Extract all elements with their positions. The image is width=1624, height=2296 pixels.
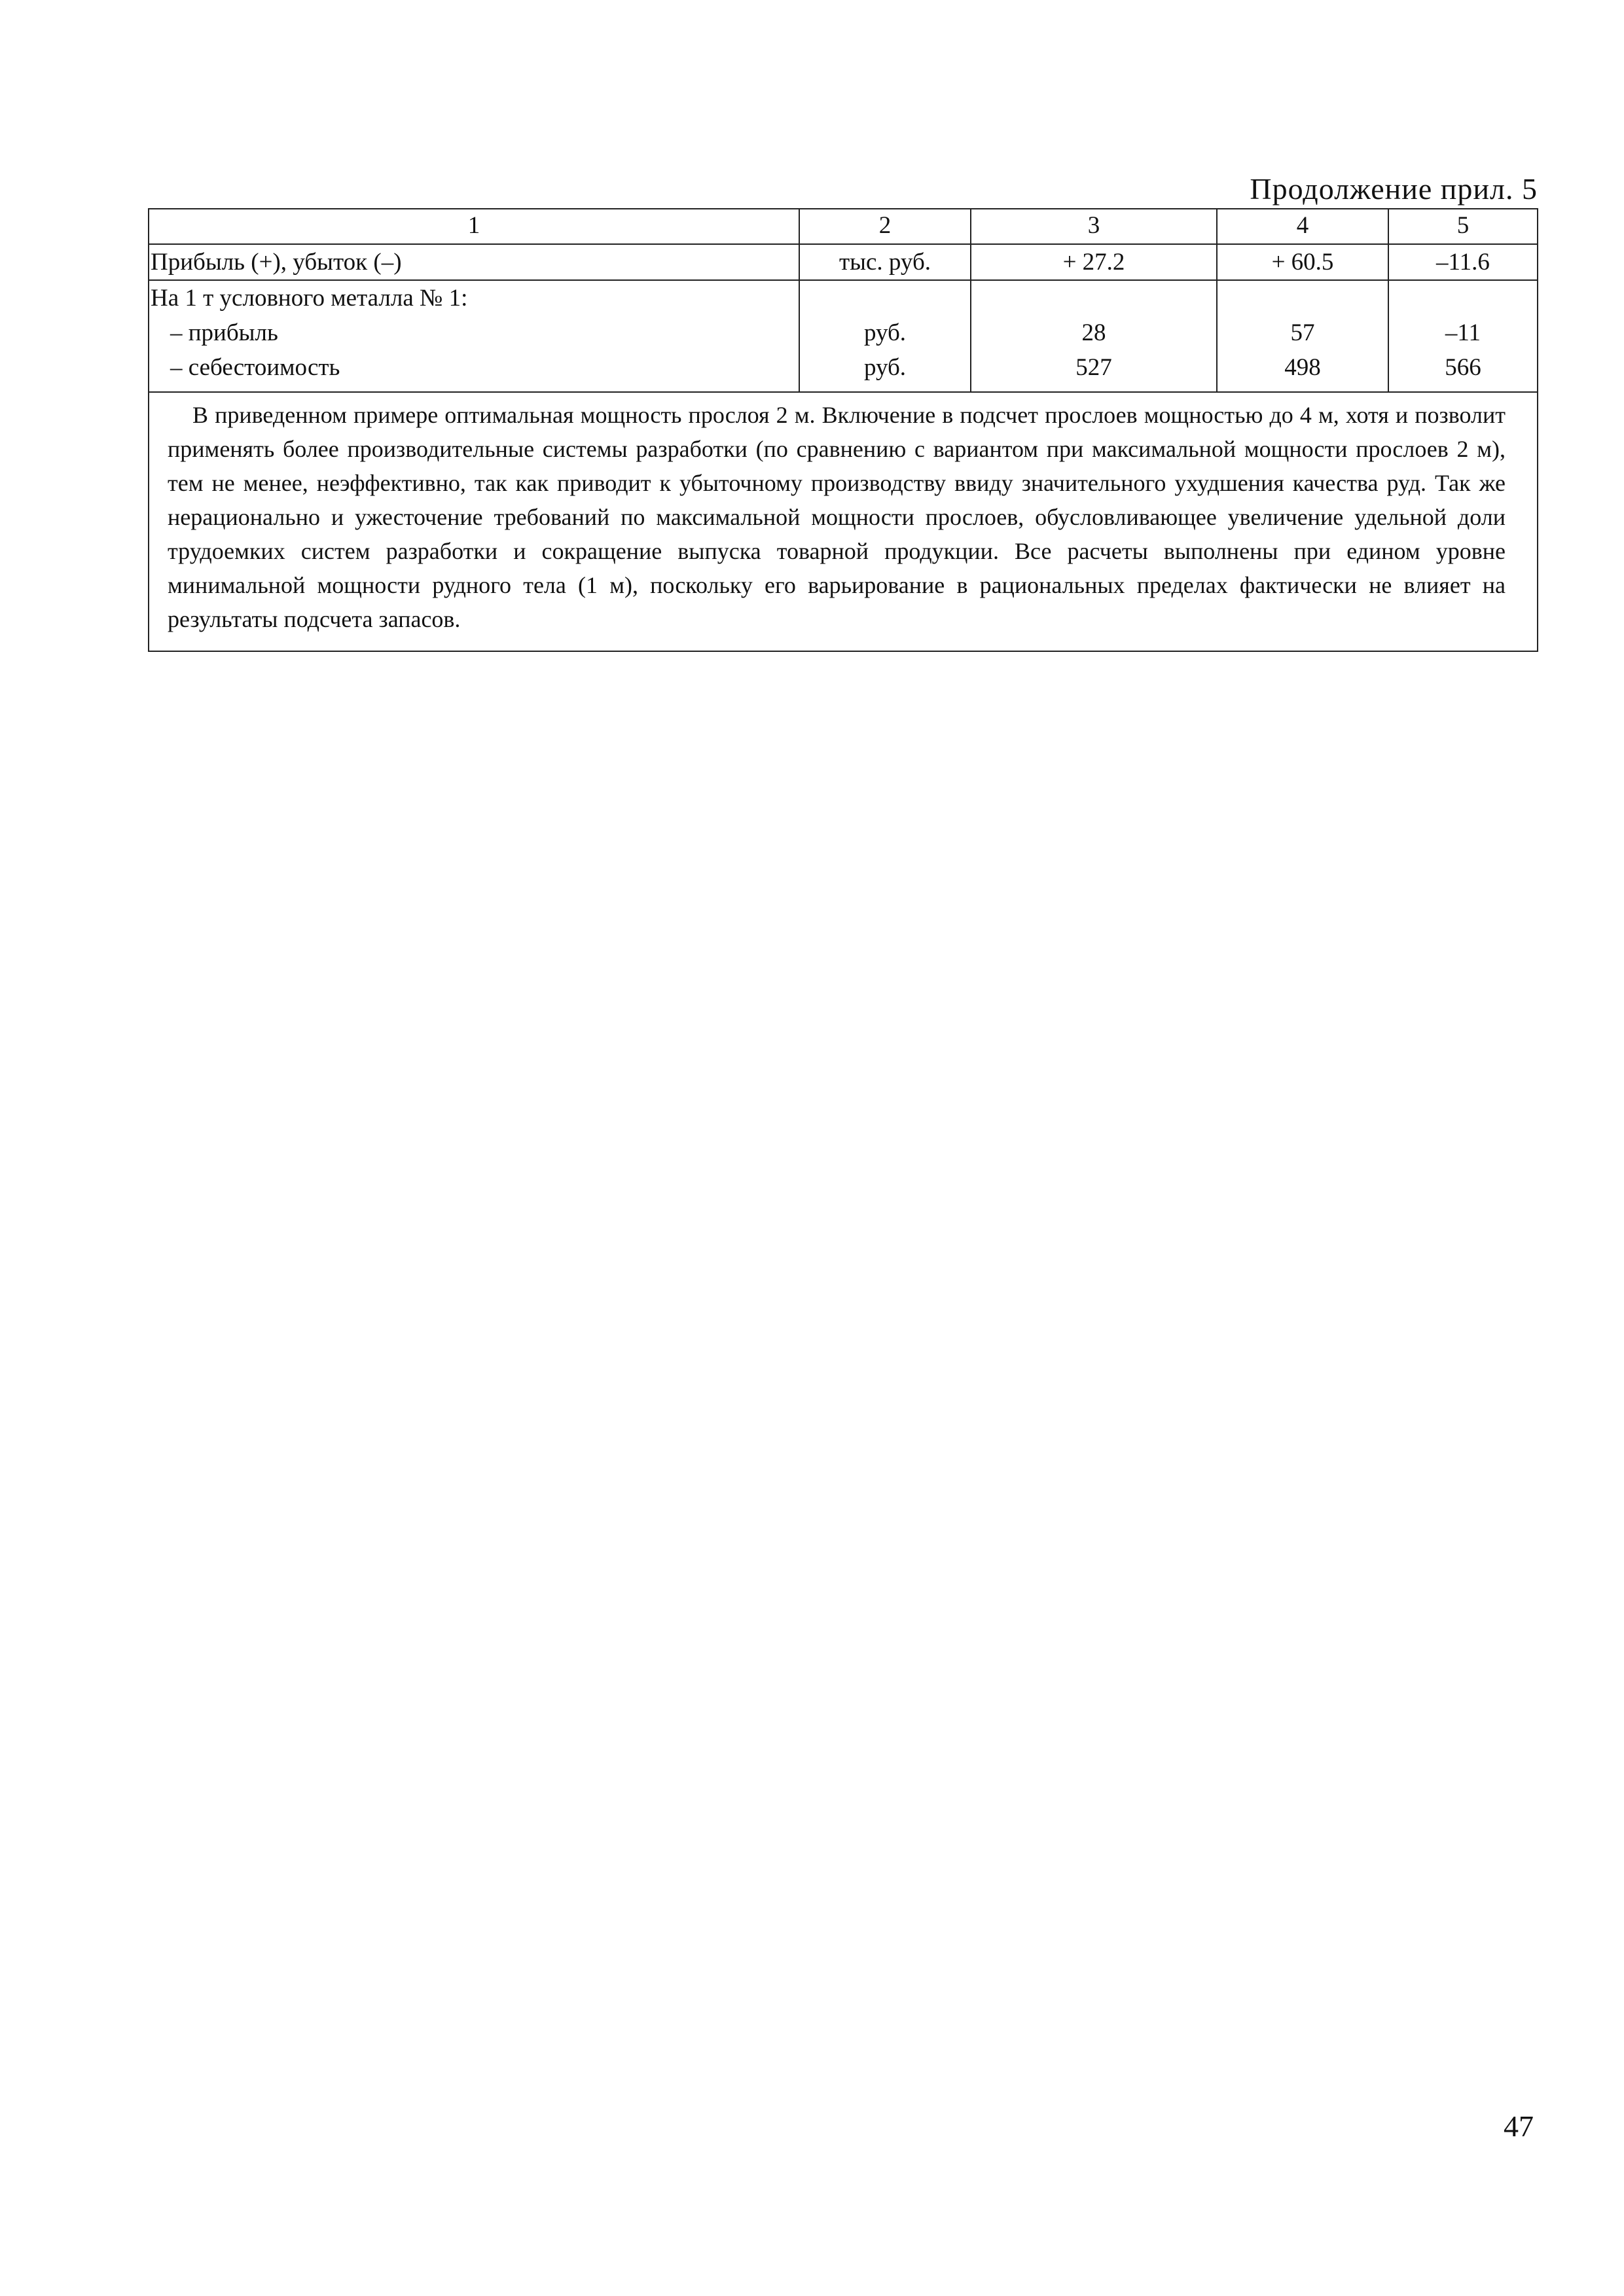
cell-profit-col5: –11 (1445, 319, 1481, 346)
column-header-3: 3 (971, 209, 1217, 244)
table-row-per-ton-group (149, 280, 1538, 392)
cell-cost-col4: 498 (1284, 354, 1321, 381)
row-unit-cost: руб. (863, 354, 907, 381)
continuation-label: Продолжение прил. 5 (1250, 172, 1538, 206)
column-header-5: 5 (1388, 209, 1538, 244)
table-row-profit-loss (149, 244, 1538, 280)
column-header-4: 4 (1217, 209, 1388, 244)
row-label-profit-loss: Прибыль (+), убыток (–) (149, 244, 799, 280)
per-ton-units (799, 280, 971, 392)
row-label-cost: – себестоимость (170, 354, 340, 381)
appendix-table (148, 208, 1538, 652)
column-header-2: 2 (799, 209, 971, 244)
per-ton-labels (149, 280, 799, 392)
per-ton-col3 (971, 280, 1217, 392)
column-header-1: 1 (149, 209, 799, 244)
per-ton-group-title: На 1 т условного металла № 1: (151, 285, 468, 312)
page-number: 47 (1504, 2109, 1534, 2143)
cell-cost-col3: 527 (1075, 354, 1112, 381)
table-header-row (149, 209, 1538, 244)
cell-profit-col4: 57 (1290, 319, 1315, 346)
row-label-profit: – прибыль (170, 319, 278, 346)
cell-profit-loss-col3: + 27.2 (971, 244, 1217, 280)
row-unit-profit: руб. (863, 319, 907, 346)
cell-cost-col5: 566 (1445, 354, 1481, 381)
note-paragraph: В приведенном примере оптимальная мощность прослоя 2 м. Включение в подсчет прослоев мощностью до 4 м, хотя и позволит применять более производительные системы разработки (по сравнению с вариантом при максимальной мощности прослоев 2 м), тем не менее, неэффективно, так как приводит к убыточному производству ввиду значительного ухудшения качества руд. Так же нерационально и ужесточение требований по максимальной мощности прослоев, обусловливающее увеличение удельной доли трудоемких систем разработки и сокращение выпуска товарной продукции. Все расчеты выполнены при едином уровне минимальной мощности рудного тела (1 м), поскольку его варьирование в рациональных пределах фактически не влияет на результаты подсчета запасов. (168, 402, 1506, 632)
cell-profit-col3: 28 (1081, 319, 1106, 346)
note-cell (149, 392, 1538, 651)
cell-profit-loss-col5: –11.6 (1388, 244, 1538, 280)
per-ton-col4 (1217, 280, 1388, 392)
table-note-row (149, 392, 1538, 651)
per-ton-col5 (1388, 280, 1538, 392)
row-unit-profit-loss: тыс. руб. (799, 244, 971, 280)
cell-profit-loss-col4: + 60.5 (1217, 244, 1388, 280)
